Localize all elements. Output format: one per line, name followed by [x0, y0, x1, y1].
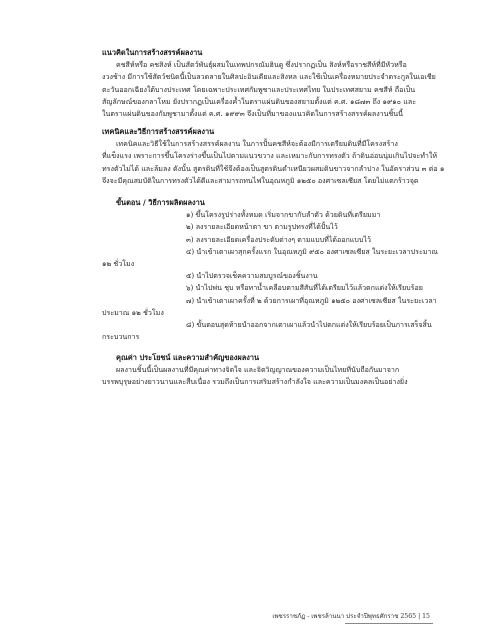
- paragraph-line: ผลงานชิ้นนี้เป็นผลงานที่มีคุณค่าทางจิตใจ และจิตวิญญาณของความเป็นไทยที่นับถือกันมาจาก: [116, 365, 400, 375]
- section-technique: [102, 126, 444, 187]
- paragraph-line: ตะวันออกเฉียงใต้บางประเทศ โดยเฉพาะประเทศกัมพูชาและประเทศไทย ในประเทศสยาม คชสีห์ ถือเป็น: [102, 84, 416, 94]
- paragraph-line: ที่แข็งแรง เพราะการขึ้นโครงร่างขึ้นเป็นไปตามแนวขวาง และเหมาะกับการทรงตัว ถ้าดินอ่อนนุ่มเกินไปจะทำให้: [102, 151, 438, 161]
- paragraph-line: สัญลักษณ์ของกลาโหม ยังปรากฏเป็นเครื่องค้ำในตราแผ่นดินของสยามตั้งแต่ ค.ศ. ๑๘๗๓ ถึง ๑๙๑๐ และ: [102, 96, 416, 106]
- section-heading: ขั้นตอน / วิธีการผลิตผลงาน: [116, 198, 205, 207]
- step-continuation: ๑๒ ชั่วโมง: [102, 258, 135, 268]
- step-item: ๖) นำไปพ่น ชุบ หรือทาน้ำเคลือบตามสีสันที่ได้เตรียมไว้แล้วตกแต่งให้เรียบร้อย: [186, 283, 423, 293]
- section-heading: คุณค่า ประโยชน์ และความสำคัญของผลงาน: [116, 353, 260, 362]
- section-heading: แนวคิดในการสร้างสรรค์ผลงาน: [102, 48, 203, 57]
- step-continuation: กระบวนการ: [102, 332, 140, 342]
- paragraph-line: จึงจะมีคุณสมบัติในการทรงตัวได้ดีและสามารถทนไฟในอุณหภูมิ ๑๒๕๐ องศาเซลเซียส โดยไม่แตกร้าวจุด: [102, 175, 419, 185]
- paragraph-line: งวงช้าง มีการใช้สัตว์ชนิดนี้เป็นลวดลายในศิลปะอินเดียและสิงหล และใช้เป็นเครื่องหมายประจำตระกูลในเอเชีย: [102, 72, 436, 82]
- step-item: ๔) นำเข้าเตาเผาสุกครั้งแรก ในอุณหภูมิ ๙๕๐ องศาเซลเซียส ในระยะเวลาประมาณ: [186, 246, 439, 256]
- paragraph-line: บรรพบุรุษอย่างยาวนานและสืบเนื่อง รวมถึงเป็นการเสริมสร้างกำลังใจ และความเป็นมงคลเป็นอย่างยิ่ง: [102, 377, 408, 387]
- footer-rule: [345, 623, 433, 624]
- step-continuation: ประมาณ ๑๒ ชั่วโมง: [102, 307, 164, 317]
- paragraph-line: คชสีห์หรือ คชสิงห์ เป็นสัตว์พันธุ์ผสมในเทพปกรณัมฮินดู ซึ่งปรากฏเป็น สิงห์หรือราชสีห์ที่มีหัวหรือ: [116, 60, 407, 70]
- paragraph-line: ทรงตัวไม่ได้ และล้มลง ดังนั้น สูตรดินที่ใช้จึงต้องเป็นสูตรดินดำเหนียวผสมดินขาวจากลำปาง ในอัตราส่วน ๓ ต่อ ๑: [102, 163, 445, 173]
- footer-text: เพชรราชภัฏ - เพชรล้านนา ประจำปีพุทธศักราช 2565 | 15: [272, 613, 430, 620]
- step-item: ๒) ลงรายละเอียดหน้าตา ขา ตามรูปทรงที่ได้ปั้นไว้: [186, 222, 338, 232]
- section-concept: [102, 47, 436, 120]
- paragraph-line: ในตราแผ่นดินของกัมพูชามาตั้งแต่ ค.ศ. ๑๙๙๓ จึงเป็นที่มาของแนวคิดในการสร้างสรรค์ผลงานชิ้นนี้: [102, 108, 403, 118]
- step-item: ๓) ลงรายละเอียดเครื่องประดับต่างๆ ตามแบบที่ได้ออกแบบไว้: [186, 234, 371, 244]
- page-footer: [0, 612, 494, 624]
- paragraph-line: เทคนิคและวิธีใช้ในการสร้างสรรค์ผลงาน ในการปั้นคชสีห์จะต้องมีการเตรียมดินที่มีโครงสร้าง: [116, 139, 398, 149]
- step-item: ๗) นำเข้าเตาเผาครั้งที่ ๒ ด้วยการเผาที่อุณหภูมิ ๑๒๕๐ องศาเซลเซียส ในระยะเวลา: [186, 295, 437, 305]
- section-value: [102, 352, 408, 389]
- section-heading: เทคนิคและวิธีการสร้างสรรค์ผลงาน: [102, 127, 215, 136]
- step-item: ๕) นำไปตรวจเช็คความสมบูรณ์ของชิ้นงาน: [186, 271, 318, 281]
- step-item: ๑) ขึ้นโครงรูปร่างทั้งหมด เริ่มจากขากับลำตัว ด้วยดินที่เตรียมมา: [186, 210, 381, 220]
- section-steps: [102, 197, 438, 343]
- step-item: ๘) ขั้นตอนสุดท้ายนำออกจากเตาเผาแล้วนำไปตกแต่งให้เรียบร้อยเป็นการเสร็จสิ้น: [186, 319, 432, 329]
